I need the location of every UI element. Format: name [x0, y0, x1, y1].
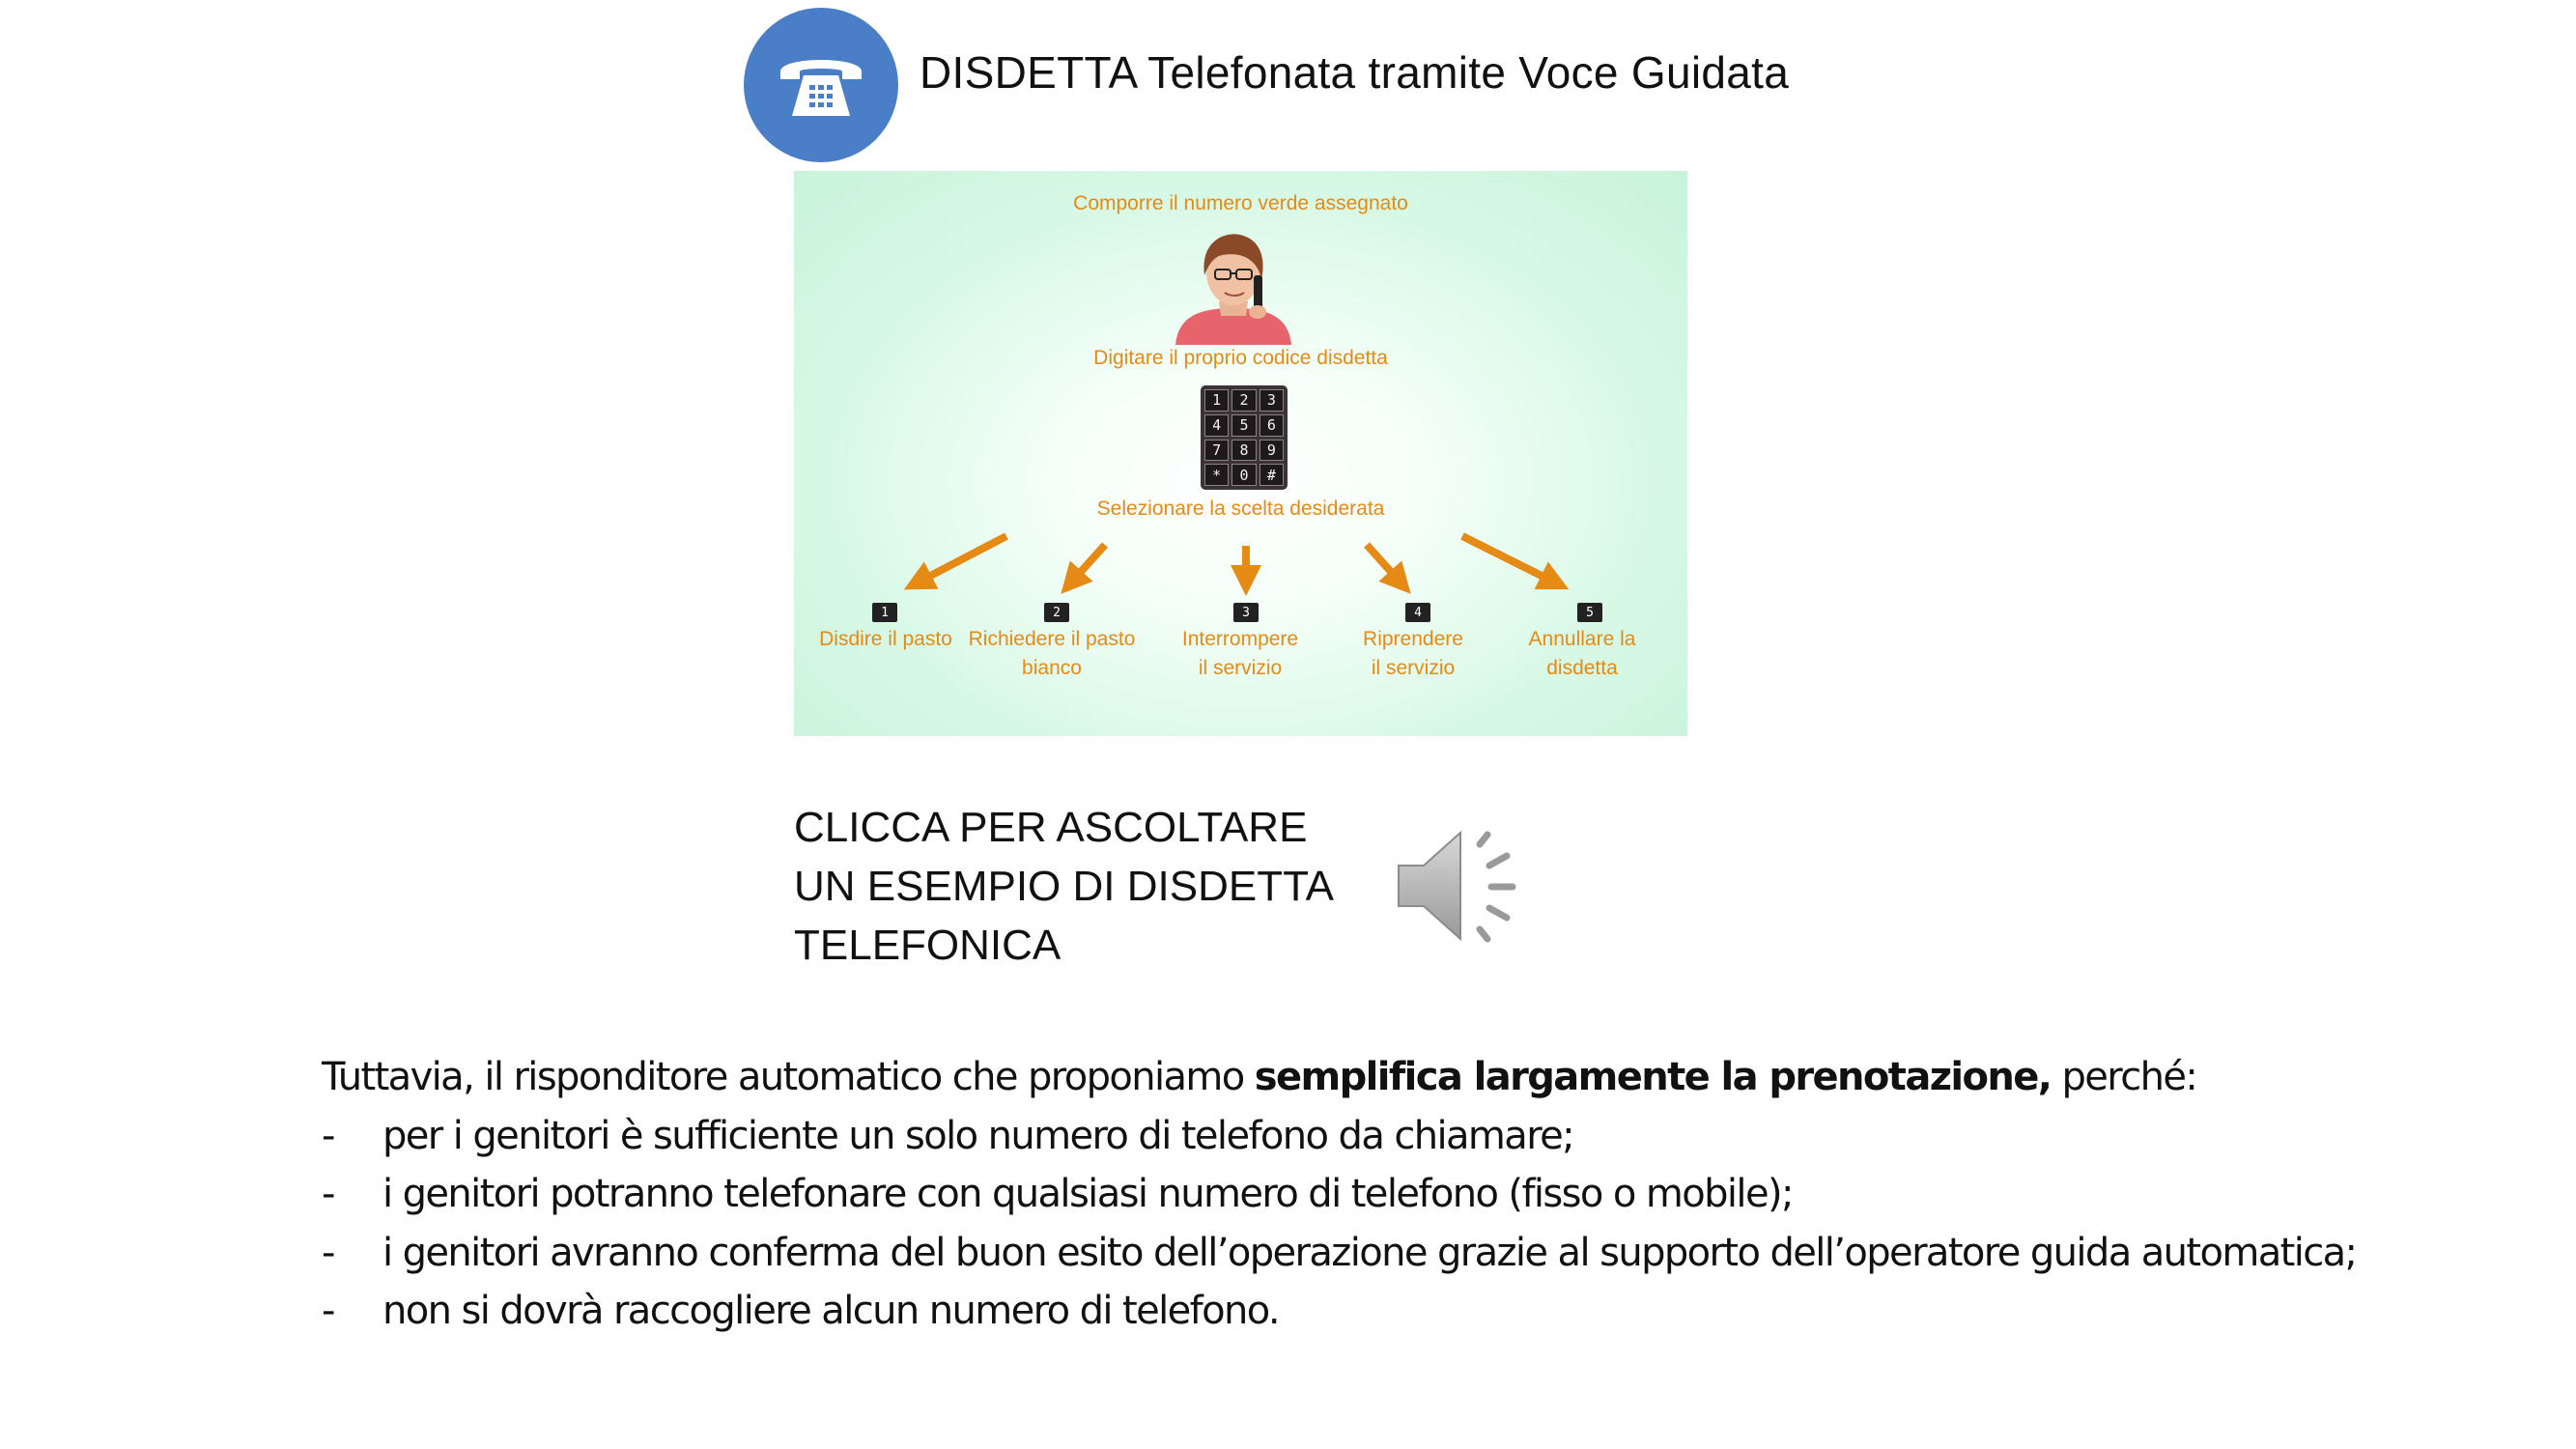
option-key: 5: [1577, 603, 1602, 622]
arrow-option-1: [918, 536, 1006, 582]
bullet-text: i genitori potranno telefonare con qualsiasi numero di telefono (fisso o mobile);: [382, 1172, 1793, 1216]
telephone-icon: [775, 46, 867, 124]
bullet-marker: -: [322, 1289, 334, 1333]
voice-guide-diagram: [794, 171, 1687, 736]
option-label-line2: il servizio: [1371, 657, 1456, 679]
keypad-key: 6: [1260, 414, 1284, 437]
option-key: 3: [1233, 603, 1259, 622]
intro-bold-text: semplifica largamente la prenotazione,: [1254, 1055, 2052, 1099]
listen-line-2: UN ESEMPIO DI DISDETTA: [794, 863, 1335, 910]
option-label-line1: Riprendere: [1363, 628, 1463, 650]
step-select: Selezionare la scelta desiderata: [1096, 497, 1385, 520]
bullet-item: [322, 1224, 2495, 1283]
listen-line-1: CLICCA PER ASCOLTARE: [794, 804, 1308, 851]
option-key: 4: [1405, 603, 1430, 622]
option-label: [1316, 625, 1510, 683]
telephone-badge: [744, 8, 898, 162]
option-label-line1: Disdire il pasto: [819, 628, 952, 650]
option-label: [789, 625, 982, 654]
option-label-line1: Annullare la: [1528, 628, 1636, 650]
option-key: 1: [872, 603, 897, 622]
keypad-key: #: [1260, 464, 1284, 486]
arrow-option-4: [1367, 545, 1401, 582]
keypad-key: 4: [1204, 414, 1229, 437]
bullet-marker: -: [322, 1230, 334, 1275]
bullet-item: [322, 1282, 2495, 1341]
keypad-key: *: [1204, 464, 1229, 486]
option-label-line2: disdetta: [1546, 657, 1618, 679]
page-title: DISDETTA Telefonata tramite Voce Guidata: [920, 47, 1790, 98]
option-label: [1486, 625, 1679, 683]
bullet-text: per i genitori è sufficiente un solo numero di telefono da chiamare;: [382, 1113, 1574, 1158]
explanation-text: [322, 1048, 2495, 1341]
keypad-key: 3: [1260, 389, 1284, 412]
keypad-key: 8: [1231, 440, 1256, 462]
step-code: Digitare il proprio codice disdetta: [1093, 347, 1388, 369]
intro-text-end: perché:: [2051, 1055, 2197, 1099]
keypad-key: 2: [1231, 389, 1256, 412]
option-label-line1: Richiedere il pasto: [968, 628, 1136, 650]
listen-example-link[interactable]: [794, 798, 1335, 975]
option-label: [1144, 625, 1337, 683]
keypad-key: 7: [1204, 440, 1229, 462]
keypad-key: 5: [1231, 414, 1256, 437]
keypad-key: 1: [1204, 389, 1229, 412]
option-label-line2: bianco: [1022, 657, 1082, 679]
speaker-icon[interactable]: [1391, 823, 1526, 949]
keypad-key: 9: [1260, 440, 1284, 462]
keypad-key: 0: [1231, 464, 1256, 486]
bullet-marker: -: [322, 1113, 334, 1158]
bullet-item: [322, 1107, 2495, 1166]
option-label-line1: Interrompere: [1181, 628, 1299, 650]
arrow-option-5: [1462, 536, 1555, 582]
intro-paragraph: [322, 1048, 2495, 1107]
listen-line-3: TELEFONICA: [794, 922, 1062, 969]
option-label: [955, 625, 1148, 683]
option-key: 2: [1044, 603, 1069, 622]
intro-text: Tuttavia, il risponditore automatico che proponiamo: [322, 1055, 1255, 1099]
option-label-line2: il servizio: [1198, 657, 1283, 679]
bullet-item: [322, 1165, 2495, 1224]
step-dial: Comporre il numero verde assegnato: [1073, 192, 1408, 214]
bullet-text: non si dovrà raccogliere alcun numero di telefono.: [382, 1289, 1279, 1333]
arrow-option-2: [1071, 545, 1105, 582]
bullet-marker: -: [322, 1172, 334, 1216]
bullet-text: i genitori avranno conferma del buon esito dell’operazione grazie al supporto dell’operatore guida automatica;: [382, 1230, 2357, 1275]
